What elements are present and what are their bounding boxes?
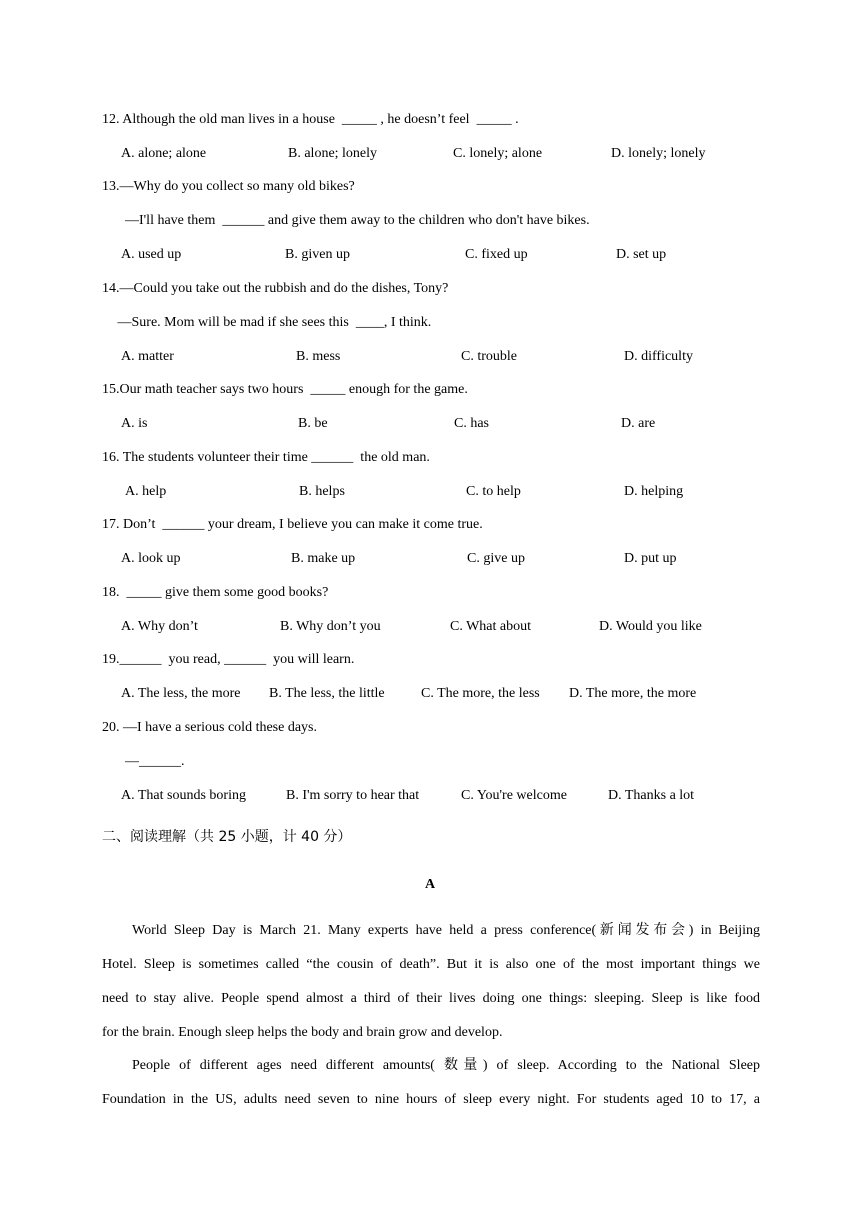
question-14-reply: —Sure. Mom will be mad if she sees this ____, I think. [114,315,432,330]
q18-option-d: D. Would you like [599,619,702,634]
passage-line-6: Foundation in the US, adults need seven to nine hours of sleep every night. For students aged 10 to 17, a [102,1092,760,1107]
q19-option-b: B. The less, the little [269,686,385,701]
q13-option-a: A. used up [121,247,182,262]
passage-line-3: need to stay alive. People spend almost a third of their lives doing one things: sleeping. Sleep is like food [102,991,760,1006]
q15-option-c: C. has [454,416,489,431]
q17-option-a: A. look up [121,551,181,566]
question-20-stem: 20. —I have a serious cold these days. [102,720,317,735]
q17-option-d: D. put up [624,551,677,566]
question-18-stem: 18. _____ give them some good books? [102,585,329,600]
section-title-reading: 二、阅读理解（共 25 小题，计 40 分） [102,829,352,845]
q14-option-c: C. trouble [461,349,517,364]
q15-option-b: B. be [298,416,328,431]
q16-option-d: D. helping [624,484,684,499]
q14-option-b: B. mess [296,349,341,364]
q15-option-a: A. is [121,416,148,431]
question-16-stem: 16. The students volunteer their time ______ the old man. [102,450,430,465]
passage-line-2: Hotel. Sleep is sometimes called “the cousin of death”. But it is also one of the most important things we [102,957,760,972]
q20-option-c: C. You're welcome [461,788,567,803]
question-19-stem: 19.______ you read, ______ you will learn. [102,652,355,667]
q17-option-b: B. make up [291,551,356,566]
q19-option-c: C. The more, the less [421,686,540,701]
question-17-stem: 17. Don’t ______ your dream, I believe you can make it come true. [102,517,483,532]
question-12-stem: 12. Although the old man lives in a house _____ , he doesn’t feel _____ . [102,112,519,127]
question-13-stem: 13.—Why do you collect so many old bikes? [102,179,355,194]
passage-line-1: World Sleep Day is March 21. Many experts have held a press conference(新闻发布会) in Beijing [132,923,760,938]
q12-option-d: D. lonely; lonely [611,146,706,161]
q20-option-b: B. I'm sorry to hear that [286,788,420,803]
q16-option-a: A. help [125,484,167,499]
q15-option-d: D. are [621,416,656,431]
q12-option-a: A. alone; alone [121,146,207,161]
question-20-reply: —______. [118,754,185,769]
passage-line-5: People of different ages need different amounts( 数量) of sleep. According to the National Sleep [132,1058,760,1073]
q16-option-c: C. to help [466,484,521,499]
question-13-reply: —I'll have them ______ and give them away to the children who don't have bikes. [118,213,590,228]
q13-option-d: D. set up [616,247,667,262]
question-14-stem: 14.—Could you take out the rubbish and do the dishes, Tony? [102,281,449,296]
q18-option-a: A. Why don’t [121,619,198,634]
q13-option-b: B. given up [285,247,350,262]
q16-option-b: B. helps [299,484,345,499]
q12-option-b: B. alone; lonely [288,146,378,161]
q18-option-b: B. Why don’t you [280,619,381,634]
q18-option-c: C. What about [450,619,532,634]
q13-option-c: C. fixed up [465,247,528,262]
q19-option-a: A. The less, the more [121,686,241,701]
q19-option-d: D. The more, the more [569,686,697,701]
q20-option-d: D. Thanks a lot [608,788,695,803]
q14-option-a: A. matter [121,349,174,364]
q14-option-d: D. difficulty [624,349,693,364]
question-15-stem: 15.Our math teacher says two hours _____ enough for the game. [102,382,468,397]
q17-option-c: C. give up [467,551,525,566]
q12-option-c: C. lonely; alone [453,146,543,161]
passage-label: A [424,877,436,892]
passage-line-4: for the brain. Enough sleep helps the body and brain grow and develop. [102,1025,503,1040]
q20-option-a: A. That sounds boring [121,788,246,803]
